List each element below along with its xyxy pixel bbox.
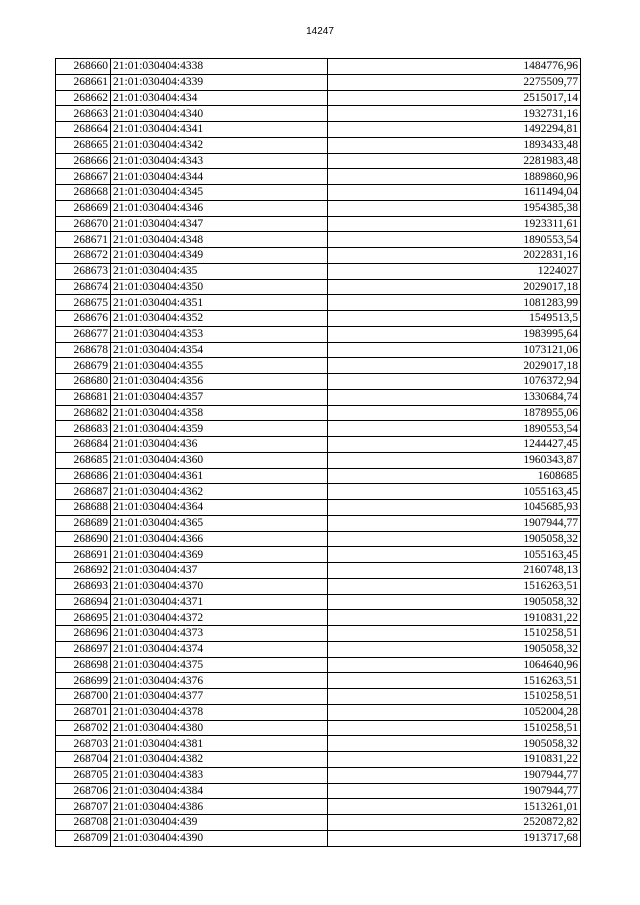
cadastral-value-table bbox=[55, 58, 581, 847]
cadastral-value-cell: 1890553,54 bbox=[328, 232, 581, 248]
cadastral-number-cell: 21:01:030404:4377 bbox=[111, 689, 328, 705]
cadastral-number-cell: 21:01:030404:4378 bbox=[111, 704, 328, 720]
row-number-cell: 268672 bbox=[56, 248, 111, 264]
row-number-cell: 268660 bbox=[56, 59, 111, 75]
row-number-cell: 268663 bbox=[56, 106, 111, 122]
cadastral-number-cell: 21:01:030404:4357 bbox=[111, 389, 328, 405]
table-row bbox=[56, 122, 581, 138]
page-number: 14247 bbox=[306, 26, 334, 37]
cadastral-number-cell: 21:01:030404:4347 bbox=[111, 216, 328, 232]
row-number-cell: 268697 bbox=[56, 641, 111, 657]
table-row bbox=[56, 626, 581, 642]
cadastral-value-cell: 1907944,77 bbox=[328, 783, 581, 799]
cadastral-value-cell: 1224027 bbox=[328, 263, 581, 279]
row-number-cell: 268661 bbox=[56, 74, 111, 90]
cadastral-number-cell: 21:01:030404:4341 bbox=[111, 122, 328, 138]
row-number-cell: 268689 bbox=[56, 515, 111, 531]
cadastral-value-cell: 1893433,48 bbox=[328, 137, 581, 153]
cadastral-number-cell: 21:01:030404:4362 bbox=[111, 484, 328, 500]
cadastral-value-cell: 1510258,51 bbox=[328, 720, 581, 736]
table-row bbox=[56, 153, 581, 169]
cadastral-value-cell: 1905058,32 bbox=[328, 736, 581, 752]
cadastral-number-cell: 21:01:030404:4352 bbox=[111, 311, 328, 327]
cadastral-number-cell: 21:01:030404:4350 bbox=[111, 279, 328, 295]
cadastral-number-cell: 21:01:030404:4373 bbox=[111, 626, 328, 642]
cadastral-value-cell: 2160748,13 bbox=[328, 563, 581, 579]
cadastral-value-cell: 1611494,04 bbox=[328, 185, 581, 201]
cadastral-value-cell: 1055163,45 bbox=[328, 547, 581, 563]
cadastral-number-cell: 21:01:030404:4361 bbox=[111, 468, 328, 484]
cadastral-value-cell: 1890553,54 bbox=[328, 421, 581, 437]
row-number-cell: 268703 bbox=[56, 736, 111, 752]
cadastral-value-cell: 1045685,93 bbox=[328, 500, 581, 516]
row-number-cell: 268668 bbox=[56, 185, 111, 201]
cadastral-number-cell: 21:01:030404:4374 bbox=[111, 641, 328, 657]
table-row bbox=[56, 452, 581, 468]
table-row bbox=[56, 59, 581, 75]
table-row bbox=[56, 311, 581, 327]
table-row bbox=[56, 484, 581, 500]
row-number-cell: 268701 bbox=[56, 704, 111, 720]
table-row bbox=[56, 563, 581, 579]
row-number-cell: 268669 bbox=[56, 200, 111, 216]
row-number-cell: 268702 bbox=[56, 720, 111, 736]
cadastral-value-cell: 1889860,96 bbox=[328, 169, 581, 185]
table-row bbox=[56, 437, 581, 453]
cadastral-number-cell: 21:01:030404:4381 bbox=[111, 736, 328, 752]
cadastral-value-cell: 1910831,22 bbox=[328, 610, 581, 626]
table-row bbox=[56, 736, 581, 752]
row-number-cell: 268670 bbox=[56, 216, 111, 232]
table-row bbox=[56, 389, 581, 405]
table-row bbox=[56, 799, 581, 815]
row-number-cell: 268680 bbox=[56, 374, 111, 390]
row-number-cell: 268664 bbox=[56, 122, 111, 138]
cadastral-value-cell: 1484776,96 bbox=[328, 59, 581, 75]
cadastral-number-cell: 21:01:030404:436 bbox=[111, 437, 328, 453]
table-row bbox=[56, 232, 581, 248]
cadastral-value-cell: 1073121,06 bbox=[328, 342, 581, 358]
cadastral-value-cell: 1510258,51 bbox=[328, 626, 581, 642]
row-number-cell: 268674 bbox=[56, 279, 111, 295]
row-number-cell: 268685 bbox=[56, 452, 111, 468]
table-row bbox=[56, 815, 581, 831]
table-row bbox=[56, 374, 581, 390]
cadastral-value-cell: 1081283,99 bbox=[328, 295, 581, 311]
row-number-cell: 268692 bbox=[56, 563, 111, 579]
row-number-cell: 268673 bbox=[56, 263, 111, 279]
cadastral-value-cell: 1910831,22 bbox=[328, 752, 581, 768]
table-row bbox=[56, 783, 581, 799]
table-row bbox=[56, 74, 581, 90]
cadastral-value-cell: 1960343,87 bbox=[328, 452, 581, 468]
table-row bbox=[56, 830, 581, 846]
row-number-cell: 268705 bbox=[56, 767, 111, 783]
table-row bbox=[56, 185, 581, 201]
row-number-cell: 268707 bbox=[56, 799, 111, 815]
cadastral-number-cell: 21:01:030404:4344 bbox=[111, 169, 328, 185]
cadastral-number-cell: 21:01:030404:439 bbox=[111, 815, 328, 831]
cadastral-value-cell: 1907944,77 bbox=[328, 767, 581, 783]
cadastral-value-cell: 1492294,81 bbox=[328, 122, 581, 138]
cadastral-value-cell: 2029017,18 bbox=[328, 358, 581, 374]
cadastral-number-cell: 21:01:030404:4390 bbox=[111, 830, 328, 846]
cadastral-number-cell: 21:01:030404:4354 bbox=[111, 342, 328, 358]
cadastral-value-cell: 1516263,51 bbox=[328, 578, 581, 594]
row-number-cell: 268694 bbox=[56, 594, 111, 610]
row-number-cell: 268682 bbox=[56, 405, 111, 421]
cadastral-value-cell: 2022831,16 bbox=[328, 248, 581, 264]
table-row bbox=[56, 326, 581, 342]
cadastral-value-cell: 1055163,45 bbox=[328, 484, 581, 500]
cadastral-number-cell: 21:01:030404:4348 bbox=[111, 232, 328, 248]
cadastral-value-cell: 2275509,77 bbox=[328, 74, 581, 90]
cadastral-number-cell: 21:01:030404:4375 bbox=[111, 657, 328, 673]
table-row bbox=[56, 641, 581, 657]
cadastral-number-cell: 21:01:030404:4360 bbox=[111, 452, 328, 468]
cadastral-number-cell: 21:01:030404:4345 bbox=[111, 185, 328, 201]
row-number-cell: 268662 bbox=[56, 90, 111, 106]
table-row bbox=[56, 263, 581, 279]
table-row bbox=[56, 578, 581, 594]
cadastral-number-cell: 21:01:030404:4384 bbox=[111, 783, 328, 799]
cadastral-value-cell: 2029017,18 bbox=[328, 279, 581, 295]
cadastral-value-cell: 1608685 bbox=[328, 468, 581, 484]
cadastral-value-cell: 1954385,38 bbox=[328, 200, 581, 216]
cadastral-value-cell: 1913717,68 bbox=[328, 830, 581, 846]
row-number-cell: 268686 bbox=[56, 468, 111, 484]
row-number-cell: 268695 bbox=[56, 610, 111, 626]
cadastral-value-cell: 1905058,32 bbox=[328, 594, 581, 610]
cadastral-number-cell: 21:01:030404:4383 bbox=[111, 767, 328, 783]
cadastral-number-cell: 21:01:030404:4365 bbox=[111, 515, 328, 531]
row-number-cell: 268708 bbox=[56, 815, 111, 831]
table-row bbox=[56, 358, 581, 374]
cadastral-value-cell: 1878955,06 bbox=[328, 405, 581, 421]
cadastral-number-cell: 21:01:030404:4364 bbox=[111, 500, 328, 516]
cadastral-value-cell: 1052004,28 bbox=[328, 704, 581, 720]
cadastral-number-cell: 21:01:030404:4358 bbox=[111, 405, 328, 421]
cadastral-value-cell: 1907944,77 bbox=[328, 515, 581, 531]
cadastral-number-cell: 21:01:030404:4366 bbox=[111, 531, 328, 547]
cadastral-number-cell: 21:01:030404:437 bbox=[111, 563, 328, 579]
table-row bbox=[56, 137, 581, 153]
table-row bbox=[56, 500, 581, 516]
table-row bbox=[56, 752, 581, 768]
row-number-cell: 268684 bbox=[56, 437, 111, 453]
cadastral-number-cell: 21:01:030404:4386 bbox=[111, 799, 328, 815]
row-number-cell: 268698 bbox=[56, 657, 111, 673]
table-row bbox=[56, 169, 581, 185]
cadastral-value-cell: 2515017,14 bbox=[328, 90, 581, 106]
cadastral-number-cell: 21:01:030404:4343 bbox=[111, 153, 328, 169]
cadastral-number-cell: 21:01:030404:4353 bbox=[111, 326, 328, 342]
cadastral-value-cell: 1923311,61 bbox=[328, 216, 581, 232]
cadastral-number-cell: 21:01:030404:4338 bbox=[111, 59, 328, 75]
cadastral-number-cell: 21:01:030404:4371 bbox=[111, 594, 328, 610]
cadastral-value-cell: 1330684,74 bbox=[328, 389, 581, 405]
table-row bbox=[56, 704, 581, 720]
table-row bbox=[56, 248, 581, 264]
cadastral-value-cell: 1549513,5 bbox=[328, 311, 581, 327]
row-number-cell: 268666 bbox=[56, 153, 111, 169]
cadastral-number-cell: 21:01:030404:4359 bbox=[111, 421, 328, 437]
table-row bbox=[56, 720, 581, 736]
table-body bbox=[56, 59, 581, 847]
table-row bbox=[56, 216, 581, 232]
row-number-cell: 268690 bbox=[56, 531, 111, 547]
cadastral-number-cell: 21:01:030404:4349 bbox=[111, 248, 328, 264]
table-row bbox=[56, 90, 581, 106]
cadastral-number-cell: 21:01:030404:4340 bbox=[111, 106, 328, 122]
row-number-cell: 268677 bbox=[56, 326, 111, 342]
table-row bbox=[56, 421, 581, 437]
table-row bbox=[56, 594, 581, 610]
cadastral-number-cell: 21:01:030404:4376 bbox=[111, 673, 328, 689]
table-row bbox=[56, 468, 581, 484]
row-number-cell: 268688 bbox=[56, 500, 111, 516]
cadastral-value-cell: 1932731,16 bbox=[328, 106, 581, 122]
table-row bbox=[56, 673, 581, 689]
row-number-cell: 268691 bbox=[56, 547, 111, 563]
cadastral-number-cell: 21:01:030404:434 bbox=[111, 90, 328, 106]
table-row bbox=[56, 405, 581, 421]
row-number-cell: 268671 bbox=[56, 232, 111, 248]
row-number-cell: 268709 bbox=[56, 830, 111, 846]
cadastral-number-cell: 21:01:030404:4355 bbox=[111, 358, 328, 374]
cadastral-number-cell: 21:01:030404:4339 bbox=[111, 74, 328, 90]
cadastral-value-cell: 1905058,32 bbox=[328, 531, 581, 547]
cadastral-value-cell: 1510258,51 bbox=[328, 689, 581, 705]
row-number-cell: 268704 bbox=[56, 752, 111, 768]
cadastral-value-cell: 2281983,48 bbox=[328, 153, 581, 169]
table-row bbox=[56, 295, 581, 311]
row-number-cell: 268699 bbox=[56, 673, 111, 689]
cadastral-value-cell: 1983995,64 bbox=[328, 326, 581, 342]
cadastral-number-cell: 21:01:030404:4369 bbox=[111, 547, 328, 563]
cadastral-value-cell: 1905058,32 bbox=[328, 641, 581, 657]
row-number-cell: 268665 bbox=[56, 137, 111, 153]
cadastral-number-cell: 21:01:030404:435 bbox=[111, 263, 328, 279]
row-number-cell: 268706 bbox=[56, 783, 111, 799]
table-row bbox=[56, 547, 581, 563]
table-row bbox=[56, 279, 581, 295]
cadastral-number-cell: 21:01:030404:4342 bbox=[111, 137, 328, 153]
row-number-cell: 268667 bbox=[56, 169, 111, 185]
row-number-cell: 268679 bbox=[56, 358, 111, 374]
table-row bbox=[56, 531, 581, 547]
table-row bbox=[56, 657, 581, 673]
cadastral-number-cell: 21:01:030404:4372 bbox=[111, 610, 328, 626]
cadastral-number-cell: 21:01:030404:4382 bbox=[111, 752, 328, 768]
table-row bbox=[56, 515, 581, 531]
table-row bbox=[56, 200, 581, 216]
cadastral-number-cell: 21:01:030404:4370 bbox=[111, 578, 328, 594]
row-number-cell: 268687 bbox=[56, 484, 111, 500]
cadastral-value-cell: 2520872,82 bbox=[328, 815, 581, 831]
row-number-cell: 268696 bbox=[56, 626, 111, 642]
table-row bbox=[56, 767, 581, 783]
row-number-cell: 268700 bbox=[56, 689, 111, 705]
cadastral-value-cell: 1064640,96 bbox=[328, 657, 581, 673]
row-number-cell: 268676 bbox=[56, 311, 111, 327]
cadastral-value-cell: 1513261,01 bbox=[328, 799, 581, 815]
cadastral-value-cell: 1516263,51 bbox=[328, 673, 581, 689]
table-row bbox=[56, 106, 581, 122]
cadastral-number-cell: 21:01:030404:4380 bbox=[111, 720, 328, 736]
row-number-cell: 268681 bbox=[56, 389, 111, 405]
row-number-cell: 268693 bbox=[56, 578, 111, 594]
row-number-cell: 268675 bbox=[56, 295, 111, 311]
table-row bbox=[56, 610, 581, 626]
table-row bbox=[56, 342, 581, 358]
cadastral-value-cell: 1076372,94 bbox=[328, 374, 581, 390]
row-number-cell: 268683 bbox=[56, 421, 111, 437]
table-row bbox=[56, 689, 581, 705]
cadastral-number-cell: 21:01:030404:4351 bbox=[111, 295, 328, 311]
cadastral-value-cell: 1244427,45 bbox=[328, 437, 581, 453]
cadastral-number-cell: 21:01:030404:4356 bbox=[111, 374, 328, 390]
row-number-cell: 268678 bbox=[56, 342, 111, 358]
cadastral-number-cell: 21:01:030404:4346 bbox=[111, 200, 328, 216]
